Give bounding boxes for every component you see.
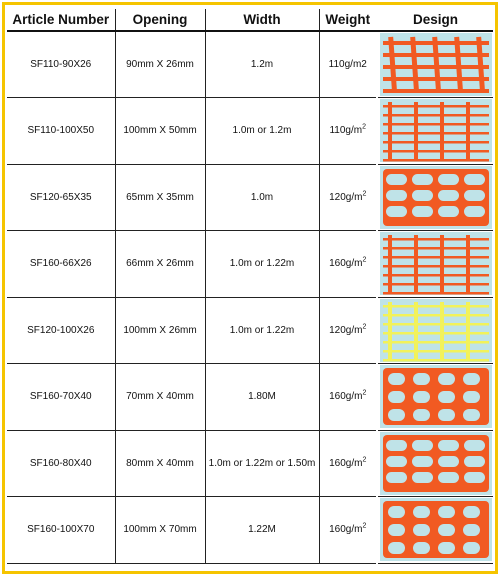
article-number-cell: SF120-100X26 [7,297,115,364]
header-opening: Opening [115,9,205,31]
header-weight: Weight [319,9,377,31]
design-cell [377,231,493,298]
weight-cell [319,297,377,364]
mesh-design-image [380,166,492,229]
table-row [7,430,493,497]
weight-cell [319,364,377,431]
weight-value: 160g/m [329,258,363,270]
header-design: Design [377,9,493,31]
mesh-design-image [380,299,492,362]
table-row [7,164,493,231]
mesh-design-image [380,232,492,295]
article-number-cell: SF120-65X35 [7,164,115,231]
mesh-design-image [380,432,492,495]
design-cell [377,31,493,98]
mesh-design-image [380,99,492,162]
weight-unit-exponent: 2 [362,456,367,464]
mesh-design-image [380,365,492,428]
weight-unit-exponent: 2 [362,389,367,397]
opening-cell: 80mm X 40mm [115,430,205,497]
weight-value: 160g/m [329,524,363,536]
product-spec-table [7,9,493,564]
header-article-number: Article Number [7,9,115,31]
weight-unit-exponent: 2 [362,256,367,264]
article-number-cell: SF160-70X40 [7,364,115,431]
opening-cell: 100mm X 50mm [115,98,205,165]
weight-value: 120g/m [329,324,363,336]
opening-cell: 100mm X 26mm [115,297,205,364]
weight-cell [319,98,377,165]
table-row [7,364,493,431]
weight-value: 120g/m [329,191,363,203]
weight-cell [319,430,377,497]
article-number-cell: SF160-66X26 [7,231,115,298]
weight-value: 110g/m2 [328,59,367,70]
weight-unit-exponent: 2 [362,323,367,331]
width-cell: 1.0m or 1.2m [205,98,319,165]
design-cell [377,98,493,165]
width-cell: 1.0m [205,164,319,231]
width-cell: 1.0m or 1.22m [205,231,319,298]
width-cell: 1.22M [205,497,319,564]
table-row [7,31,493,98]
opening-cell: 65mm X 35mm [115,164,205,231]
weight-unit-exponent: 2 [362,522,367,530]
mesh-design-image [380,498,492,561]
weight-unit-exponent: 2 [362,123,367,131]
article-number-cell: SF160-100X70 [7,497,115,564]
weight-value: 110g/m [329,125,363,137]
mesh-design-image [380,33,492,96]
design-cell [377,297,493,364]
weight-cell [319,497,377,564]
design-cell [377,164,493,231]
opening-cell: 100mm X 70mm [115,497,205,564]
table-row [7,297,493,364]
width-cell: 1.0m or 1.22m or 1.50m [205,430,319,497]
design-cell [377,430,493,497]
width-cell: 1.0m or 1.22m [205,297,319,364]
table-body [7,31,493,563]
width-cell: 1.80M [205,364,319,431]
article-number-cell: SF160-80X40 [7,430,115,497]
article-number-cell: SF110-100X50 [7,98,115,165]
table-row [7,231,493,298]
weight-unit-exponent: 2 [362,190,367,198]
weight-cell [319,31,377,98]
weight-cell [319,164,377,231]
table-row [7,98,493,165]
weight-value: 160g/m [329,457,363,469]
opening-cell: 90mm X 26mm [115,31,205,98]
weight-value: 160g/m [329,391,363,403]
table-row [7,497,493,564]
width-cell: 1.2m [205,31,319,98]
weight-cell [319,231,377,298]
article-number-cell: SF110-90X26 [7,31,115,98]
opening-cell: 70mm X 40mm [115,364,205,431]
header-row [7,9,493,31]
design-cell [377,364,493,431]
design-cell [377,497,493,564]
header-width: Width [205,9,319,31]
opening-cell: 66mm X 26mm [115,231,205,298]
